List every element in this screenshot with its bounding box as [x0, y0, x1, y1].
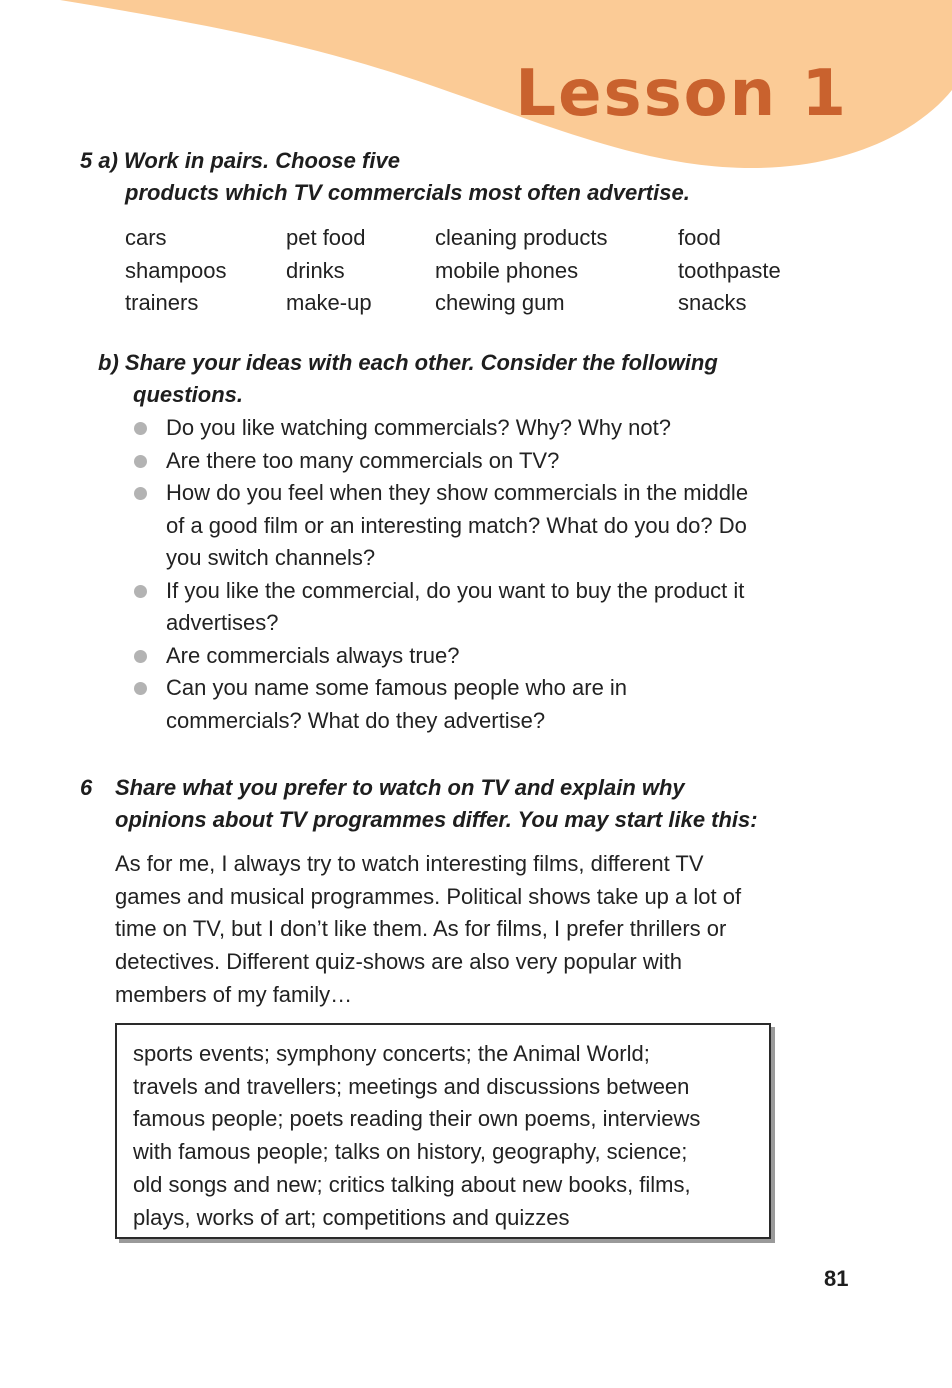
- question-item: [134, 672, 824, 737]
- task-5b-instruction: [98, 347, 858, 411]
- topics-box: [115, 1023, 771, 1239]
- question-item: [134, 445, 824, 478]
- question-text: Do you like watching commercials? Why? Why not?: [166, 415, 671, 440]
- instruction-text: opinions about TV programmes differ. You may start like this:: [115, 807, 758, 832]
- product-column: [435, 222, 607, 320]
- product-item: mobile phones: [435, 257, 579, 283]
- topic-line: old songs and new; critics talking about new books, films,: [133, 1171, 691, 1197]
- bullet-icon: [134, 455, 147, 468]
- product-item: chewing gum: [435, 290, 565, 315]
- task-6-instruction: [80, 772, 880, 836]
- sample-answer: [115, 848, 815, 1012]
- bullet-icon: [134, 650, 147, 663]
- product-column: [125, 222, 227, 320]
- question-text: Are commercials always true?: [166, 642, 460, 668]
- product-item: snacks: [678, 290, 747, 315]
- topic-line: travels and travellers; meetings and discussions between: [133, 1073, 690, 1099]
- product-item: make-up: [286, 290, 372, 315]
- question-text: you switch channels?: [166, 545, 376, 570]
- task-number: 6: [80, 775, 93, 800]
- instruction-text: questions.: [133, 382, 244, 407]
- product-item: shampoos: [125, 257, 227, 283]
- question-list: [134, 412, 824, 737]
- task-5a-instruction: [80, 145, 840, 209]
- sample-line: detectives. Different quiz-shows are also very popular with: [115, 949, 682, 975]
- question-item: [134, 575, 824, 640]
- question-text: Can you name some famous people who are in: [166, 675, 628, 700]
- question-text: advertises?: [166, 610, 279, 635]
- product-item: food: [678, 225, 721, 250]
- product-item: toothpaste: [678, 257, 781, 283]
- question-text: How do you feel when they show commercials in the middle: [166, 480, 749, 505]
- sample-line: members of my family…: [115, 981, 353, 1007]
- bullet-icon: [134, 422, 147, 435]
- task-number: 5 a): [80, 148, 118, 173]
- instruction-text: Work in pairs. Choose five: [124, 148, 400, 173]
- page-number: 81: [824, 1266, 849, 1291]
- sample-line: games and musical programmes. Political shows take up a lot of: [115, 883, 742, 909]
- product-item: cleaning products: [435, 225, 608, 250]
- question-text: Are there too many commercials on TV?: [166, 447, 560, 473]
- product-item: cars: [125, 225, 167, 250]
- product-item: trainers: [125, 290, 199, 315]
- product-column: [678, 222, 781, 320]
- bullet-icon: [134, 682, 147, 695]
- product-item: pet food: [286, 225, 366, 250]
- bullet-icon: [134, 585, 147, 598]
- topic-line: famous people; poets reading their own poems, interviews: [133, 1106, 701, 1132]
- product-item: drinks: [286, 257, 345, 283]
- topic-line: sports events; symphony concerts; the Animal World;: [133, 1041, 650, 1066]
- topic-line: plays, works of art; competitions and quizzes: [133, 1204, 570, 1230]
- question-text: If you like the commercial, do you want to buy the product it: [166, 577, 745, 603]
- question-text: commercials? What do they advertise?: [166, 707, 546, 733]
- sample-line: time on TV, but I don’t like them. As for films, I prefer thrillers or: [115, 916, 727, 942]
- product-column: [286, 222, 372, 320]
- instruction-text: products which TV commercials most often advertise.: [125, 180, 690, 205]
- question-item: [134, 477, 824, 575]
- bullet-icon: [134, 487, 147, 500]
- question-item: [134, 412, 824, 445]
- sample-line: As for me, I always try to watch interesting films, different TV: [115, 851, 704, 876]
- task-number: b): [98, 350, 119, 375]
- instruction-text: Share your ideas with each other. Consider the following: [124, 350, 718, 375]
- lesson-title: Lesson 1: [515, 57, 848, 131]
- topic-line: with famous people; talks on history, geography, science;: [133, 1139, 688, 1165]
- question-text: of a good film or an interesting match? What do you do? Do: [166, 512, 747, 538]
- instruction-text: Share what you prefer to watch on TV and explain why: [115, 775, 685, 800]
- question-item: [134, 640, 824, 673]
